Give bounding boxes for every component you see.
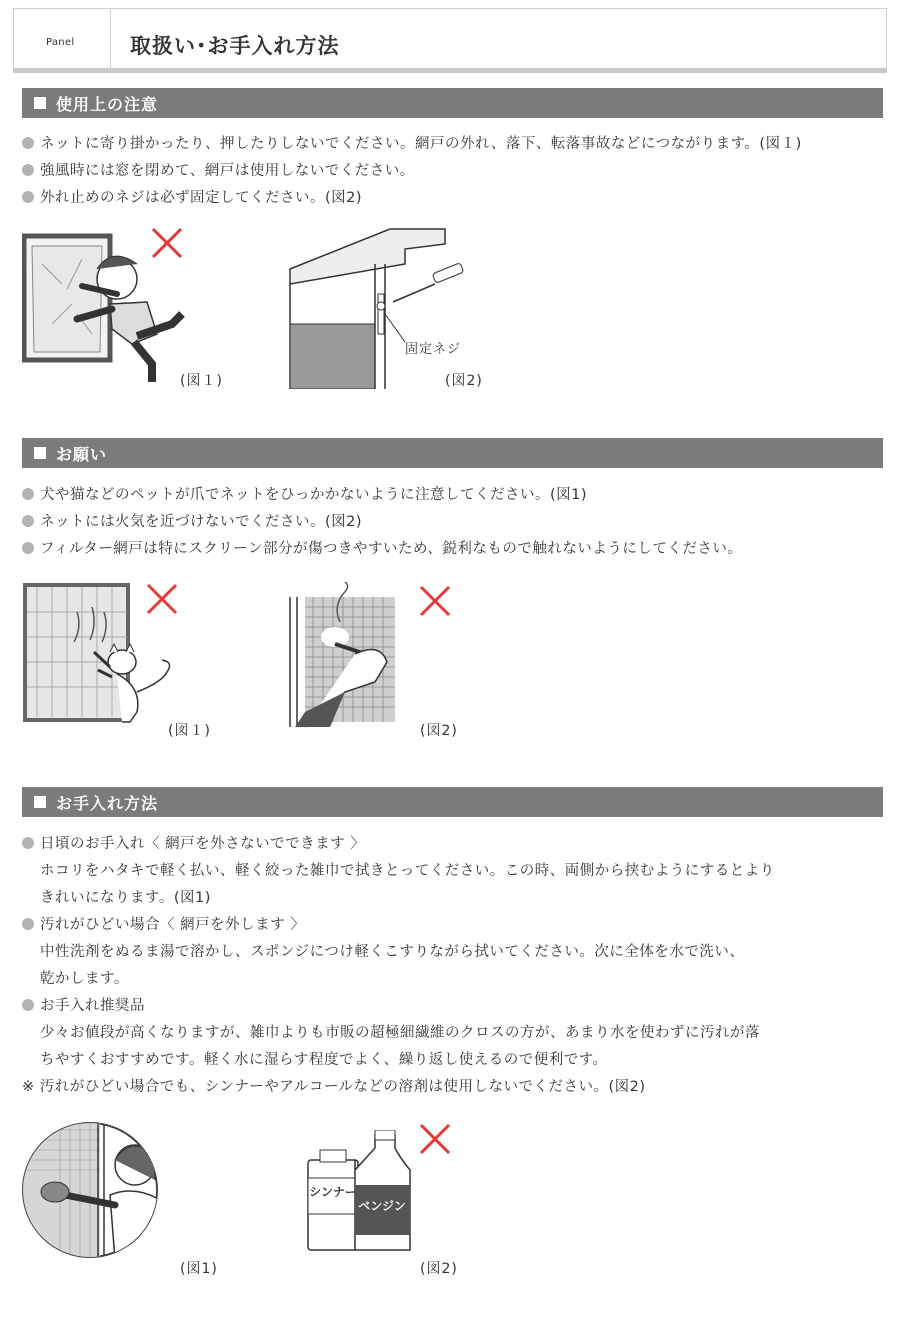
request-line-1: 犬や猫などのペットが爪でネットをひっかかないように注意してください。(図1)	[22, 483, 587, 504]
figure-caption: (図2)	[420, 1261, 458, 1277]
section-heading-text: お願い	[56, 444, 108, 464]
caution-line-1: ネットに寄り掛かったり、押したりしないでください。網戸の外れ、落下、転落事故などにつながります。(図１)	[22, 132, 802, 153]
figure-caption: (図2)	[420, 723, 458, 739]
maintenance-item-body: 中性洗剤をぬるま湯で溶かし、スポンジにつけ軽くこすりながら拭いてください。次に全体を水で洗い、	[40, 944, 745, 960]
section-heading-maintenance	[22, 787, 883, 817]
screw-label: 固定ネジ	[405, 342, 462, 357]
section-heading-text: お手入れ方法	[56, 793, 159, 813]
figure-caption: (図１)	[180, 373, 223, 389]
section-heading-text: 使用上の注意	[56, 94, 159, 114]
square-icon	[34, 447, 46, 459]
square-icon	[34, 97, 46, 109]
cigarette-near-screen-illustration	[285, 582, 425, 732]
caution-line-3: 外れ止めのネジは必ず固定してください。(図2)	[22, 186, 362, 207]
bullet-icon	[22, 542, 34, 554]
bottle-label-thinner: シンナー	[309, 1185, 357, 1199]
bullet-icon	[22, 918, 34, 930]
figure-caption: (図1)	[180, 1261, 218, 1277]
bullet-icon	[22, 137, 34, 149]
maintenance-item-body: きれいになります。(図1)	[40, 890, 211, 906]
bottle-label-benzine: ベンジン	[358, 1199, 406, 1213]
bullet-icon	[22, 515, 34, 527]
maintenance-item-body: ちやすくおすすめです。軽く水に湿らす程度でよく、繰り返し使えるので便利です。	[40, 1052, 608, 1068]
maintenance-item-body: 少々お値段が高くなりますが、雑巾よりも市販の超極細繊維のクロスの方が、あまり水を使わずに汚れが落	[40, 1025, 760, 1041]
maintenance-item-body: ホコリをハタキで軽く払い、軽く絞った雑巾で拭きとってください。この時、両側から挟むようにするとより	[40, 863, 775, 879]
caution-line-2: 強風時には窓を閉めて、網戸は使用しないでください。	[22, 159, 415, 180]
bullet-icon	[22, 488, 34, 500]
prohibited-x-icon	[150, 226, 184, 260]
window-frame-screw-illustration	[285, 224, 485, 389]
square-icon	[34, 796, 46, 808]
page-title: 取扱い･お手入れ方法	[130, 34, 340, 58]
prohibited-x-icon	[418, 584, 452, 618]
section-heading-request	[22, 438, 883, 468]
child-leaning-illustration	[22, 224, 222, 389]
panel-tag: Panel	[46, 37, 75, 48]
header-divider	[110, 8, 111, 70]
maintenance-note: ※ 汚れがひどい場合でも、シンナーやアルコールなどの溶剤は使用しないでください。(図2)	[22, 1079, 646, 1095]
header-underline	[13, 68, 887, 73]
request-line-2: ネットには火気を近づけないでください。(図2)	[22, 510, 362, 531]
bullet-icon	[22, 164, 34, 176]
figure-caption: (図１)	[168, 723, 211, 739]
maintenance-item-title: 汚れがひどい場合〈 網戸を外します 〉	[22, 913, 305, 934]
request-line-3: フィルター網戸は特にスクリーン部分が傷つきやすいため、鋭利なもので触れないようにしてください。	[22, 537, 742, 558]
prohibited-x-icon	[418, 1122, 452, 1156]
bullet-icon	[22, 999, 34, 1011]
bullet-icon	[22, 191, 34, 203]
maintenance-item-title: お手入れ推奨品	[22, 994, 145, 1015]
prohibited-x-icon	[145, 582, 179, 616]
maintenance-item-body: 乾かします。	[40, 971, 129, 987]
section-heading-caution	[22, 88, 883, 118]
maintenance-item-title: 日頃のお手入れ〈 網戸を外さないでできます 〉	[22, 832, 365, 853]
bullet-icon	[22, 837, 34, 849]
figure-caption: (図2)	[445, 373, 483, 389]
wiping-screen-illustration	[20, 1120, 160, 1260]
